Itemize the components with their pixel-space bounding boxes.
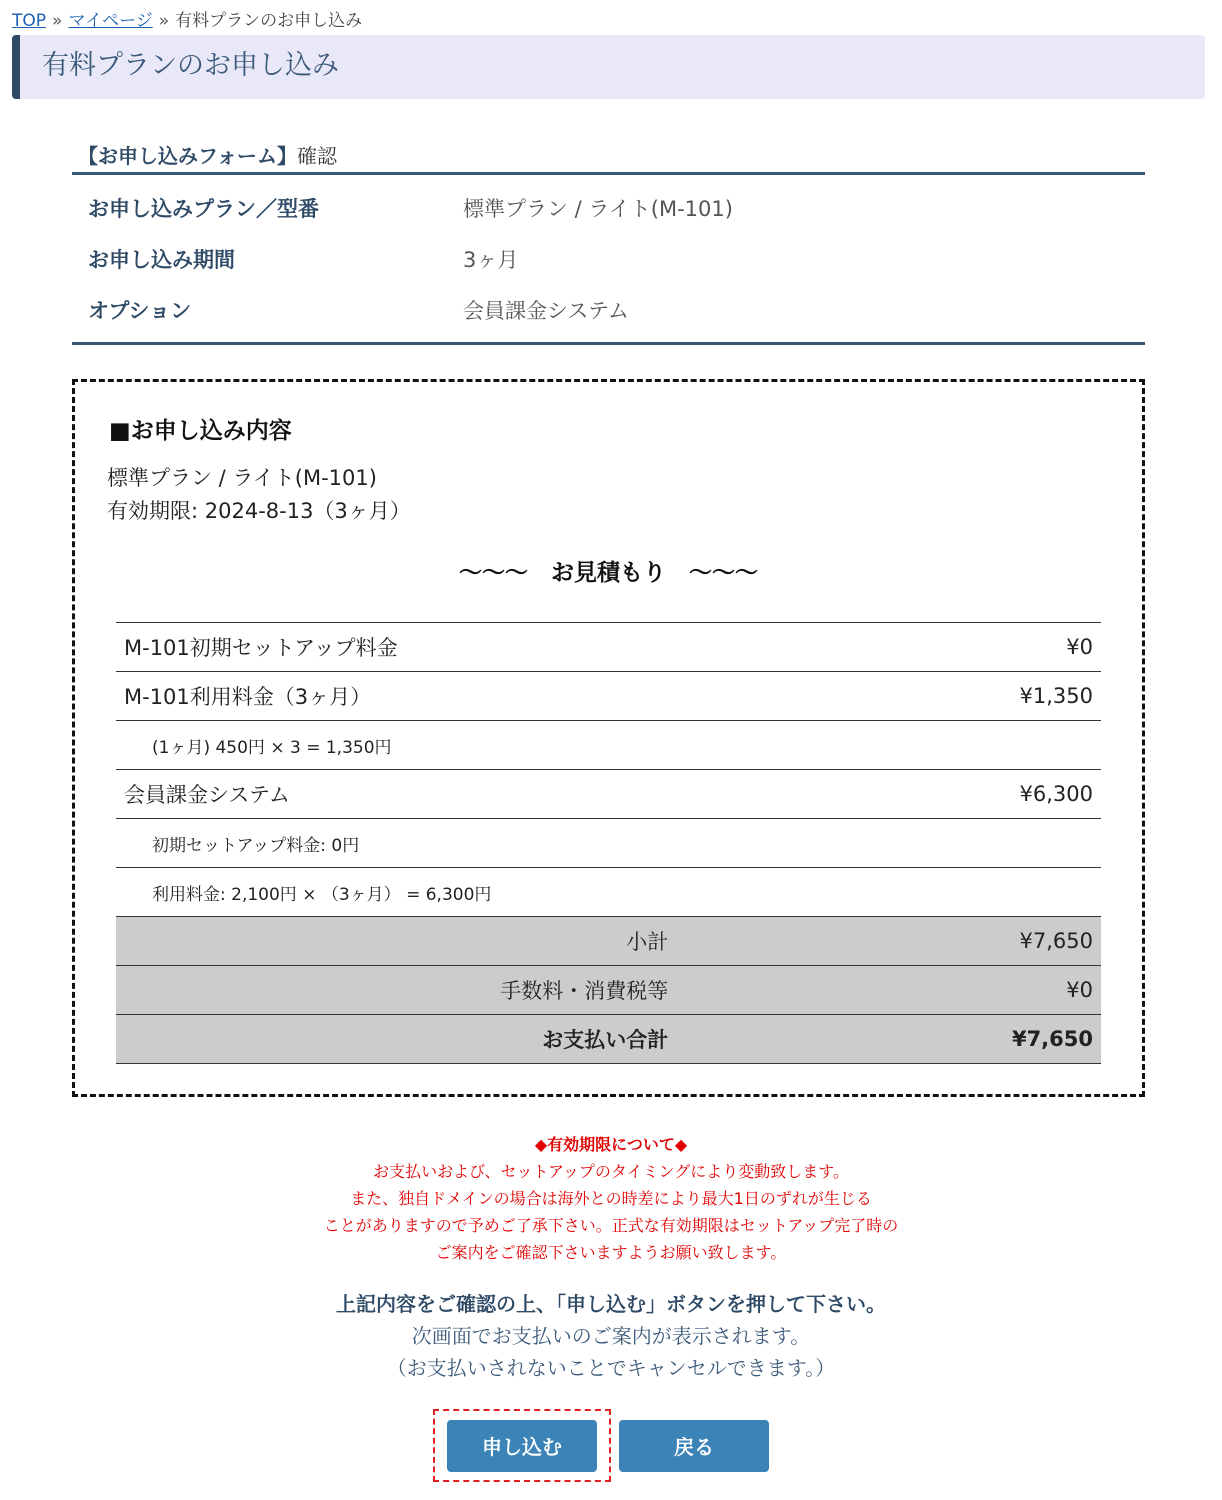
form-header [72, 140, 1145, 169]
fees-amount: ¥0 [918, 966, 1101, 1015]
notice-line: ご案内をご確認下さいますようお願い致します。 [435, 1243, 787, 1262]
form-header-status: 確認 [297, 144, 337, 168]
subtotal-amount: ¥7,650 [918, 917, 1101, 966]
table-row [116, 819, 1101, 868]
notice-title: ◆有効期限について◆ [534, 1135, 688, 1154]
item-amount: ¥6,300 [918, 770, 1101, 819]
instruction-sub: （お支払いされないことでキャンセルできます。） [386, 1356, 836, 1380]
details-plan: 標準プラン / ライト(M-101) [107, 466, 377, 490]
order-details-box [72, 379, 1145, 1097]
item-amount: ¥1,350 [918, 672, 1101, 721]
total-amount: ¥7,650 [918, 1015, 1101, 1064]
breadcrumb-link-top[interactable]: TOP [12, 11, 47, 31]
table-row [116, 770, 1101, 819]
estimate-title: 〜〜〜 お見積もり 〜〜〜 [459, 560, 758, 586]
notice-line: また、独自ドメインの場合は海外との時差により最大1日のずれが生じる [350, 1189, 872, 1208]
item-label: M-101初期セットアップ料金 [116, 623, 918, 672]
instruction-sub: 次画面でお支払いのご案内が表示されます。 [411, 1324, 811, 1348]
notice-line: ことがありますので予めご了承下さい。正式な有効期限はセットアップ完了時の [323, 1216, 899, 1235]
expiry-notice [0, 1131, 1222, 1266]
submit-button[interactable]: 申し込む [447, 1420, 597, 1472]
subtotal-label: 小計 [116, 917, 918, 966]
back-button[interactable]: 戻る [619, 1420, 769, 1472]
confirm-value: 会員課金システム [463, 299, 629, 323]
estimate-table [116, 622, 1101, 1064]
page-title: 有料プランのお申し込み [12, 35, 1205, 99]
details-title: ■お申し込み内容 [109, 418, 292, 444]
breadcrumb-separator: » [158, 11, 170, 31]
details-expiry: 有効期限: 2024-8-13（3ヶ月） [107, 499, 411, 523]
divider [72, 342, 1145, 345]
subtotal-row [116, 917, 1101, 966]
instructions [0, 1288, 1222, 1384]
confirm-label: オプション [88, 299, 192, 323]
table-row [116, 721, 1101, 770]
table-row [116, 868, 1101, 917]
confirm-row-plan [88, 193, 1128, 233]
total-label: お支払い合計 [116, 1015, 918, 1064]
table-row [116, 672, 1101, 721]
fees-label: 手数料・消費税等 [116, 966, 918, 1015]
confirm-row-period [88, 244, 1128, 284]
item-note: (1ヶ月) 450円 × 3 = 1,350円 [116, 721, 1101, 770]
item-amount: ¥0 [918, 623, 1101, 672]
table-row [116, 623, 1101, 672]
notice-line: お支払いおよび、セットアップのタイミングにより変動致します。 [373, 1162, 849, 1181]
item-note: 利用料金: 2,100円 × （3ヶ月） = 6,300円 [116, 868, 1101, 917]
confirm-label: お申し込み期間 [88, 248, 235, 272]
instruction-main: 上記内容をご確認の上、「申し込む」ボタンを押して下さい。 [336, 1292, 886, 1316]
breadcrumb-separator: » [52, 11, 63, 31]
confirm-label: お申し込みプラン／型番 [88, 197, 319, 221]
confirm-value: 3ヶ月 [463, 248, 519, 272]
form-header-label: 【お申し込みフォーム】 [78, 144, 297, 168]
breadcrumb [12, 6, 362, 31]
item-label: M-101利用料金（3ヶ月） [116, 672, 918, 721]
confirm-value: 標準プラン / ライト(M-101) [463, 197, 733, 221]
breadcrumb-current: 有料プランのお申し込み [175, 11, 363, 31]
confirm-row-option [88, 295, 1128, 335]
item-label: 会員課金システム [116, 770, 918, 819]
item-note: 初期セットアップ料金: 0円 [116, 819, 1101, 868]
fees-row [116, 966, 1101, 1015]
total-row [116, 1015, 1101, 1064]
breadcrumb-link-mypage[interactable]: マイページ [68, 11, 153, 31]
divider [72, 172, 1145, 175]
